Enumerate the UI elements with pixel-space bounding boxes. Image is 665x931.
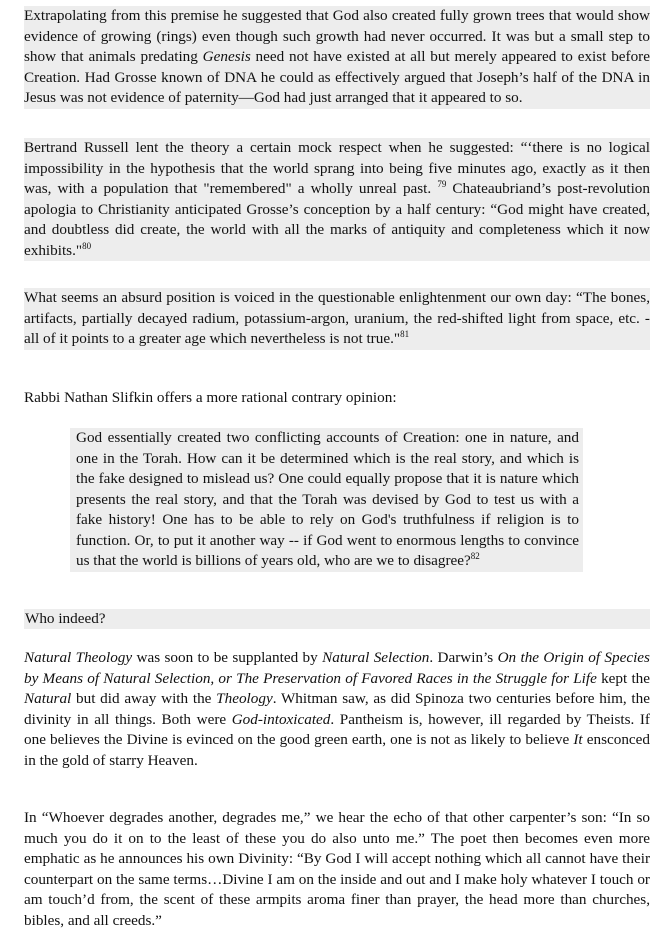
paragraph-absurd-position [24,288,650,350]
italic-text-run: It [573,731,583,748]
footnote-ref: 82 [470,550,480,561]
footnote-ref: 80 [82,240,92,251]
text-run: Bertrand Russell lent the theory a certain mock respect when he suggested: “‘there is no logical impossibility in the hypothesis that the world sprang into being five minutes ago, exactly as it then was, with a population that "remembered" a wholly unreal past. [24,139,650,197]
italic-text-run: Natural Theology [24,649,133,666]
text-run: . Whitman saw, as did Spinoza two centuries before him, the divinity in all things. Both were [24,690,650,728]
text-run: but did away with the [71,690,217,707]
text-run: . Darwin’s [429,649,498,666]
italic-text-run: God-intoxicated [231,710,331,728]
footnote-ref: 81 [400,328,410,339]
footnote-ref: 79 [437,178,447,189]
paragraph-russell [24,138,650,261]
text-run: ensconced in the gold of starry Heaven. [24,731,651,769]
text-run: . Pantheism is, however, ill regarded by Theists. If one believes the Divine is evinced on the good green earth, one is not as likely to believe [24,710,650,748]
who-indeed-line [24,609,650,629]
text-run: need not have existed at all but merely appeared to exist before Creation. Had Grosse known of DNA he could as effectively argued that Joseph’s half of the DNA in Jesus was not evidence of paternity—God had just arranged that it appeared to so. [24,48,650,106]
text-run: kept the [596,669,651,687]
text-run: Chateaubriand’s post-revolution apologia to Christianity anticipated Grosse’s conception by a half century: “God might have created, and doubtless did create, the world with all the marks of antiquity and completeness which it now exhibits." [24,180,650,259]
text-run: God essentially created two conflicting accounts of Creation: one in nature, and one in the Torah. How can it be determined which is the real story, and which is the fake designed to mislead us? One could equally propose that it is nature which presents the real story, and that the Torah was devised by God to test us with a fake history! One has to be able to rely on God's truthfulness if religion is to function. Or, to put it another way -- if God went to enormous lengths to convince us that the world is billions of years old, who are we to disagree? [76,429,579,569]
paragraph-slifkin-intro [24,388,650,409]
paragraph-whitman-echo [24,808,650,931]
italic-text-run: Natural [24,690,72,707]
text-run: In “Whoever degrades another, degrades me,” we hear the echo of that other carpenter’s son: “In so much you do it on to the least of these you do also unto me.” The poet then becomes even more emphatic as he announces his own Divinity: “By God I will accept nothing which all cannot have their counterpart on the same terms…Divine I am on the inside and out and I make holy whatever I touch or am touch’d from, the scent of these armpits aroma finer than prayer, the head more than churches, bibles, and all creeds.” [24,809,650,929]
who-indeed-text: Who indeed? [25,610,106,627]
italic-text-run: Theology [216,690,273,707]
text-run: Extrapolating from this premise he suggested that God also created fully grown trees that would show evidence of growing (rings) even though such growth had never occurred. It was but a small step to show that animals predating [24,7,650,65]
text-run: Rabbi Nathan Slifkin offers a more rational contrary opinion: [24,389,397,406]
paragraph-natural-theology [24,648,650,771]
italic-text-run: Natural Selection [322,649,430,666]
text-run: was soon to be supplanted by [132,649,323,666]
paragraph-grosse [24,6,650,109]
text-run: What seems an absurd position is voiced in the questionable enlightenment our own day: “The bones, artifacts, partially decayed radium, potassium-argon, uranium, the red-shifted light from space, etc. - all of it points to a greater age which nevertheless is not true." [24,289,650,347]
italic-text-run: Genesis [202,48,251,65]
italic-text-run: On the Origin of Species by Means of Natural Selection, or The Preservation of Favored Races in the Struggle for Life [24,649,650,687]
slifkin-blockquote [70,428,583,572]
